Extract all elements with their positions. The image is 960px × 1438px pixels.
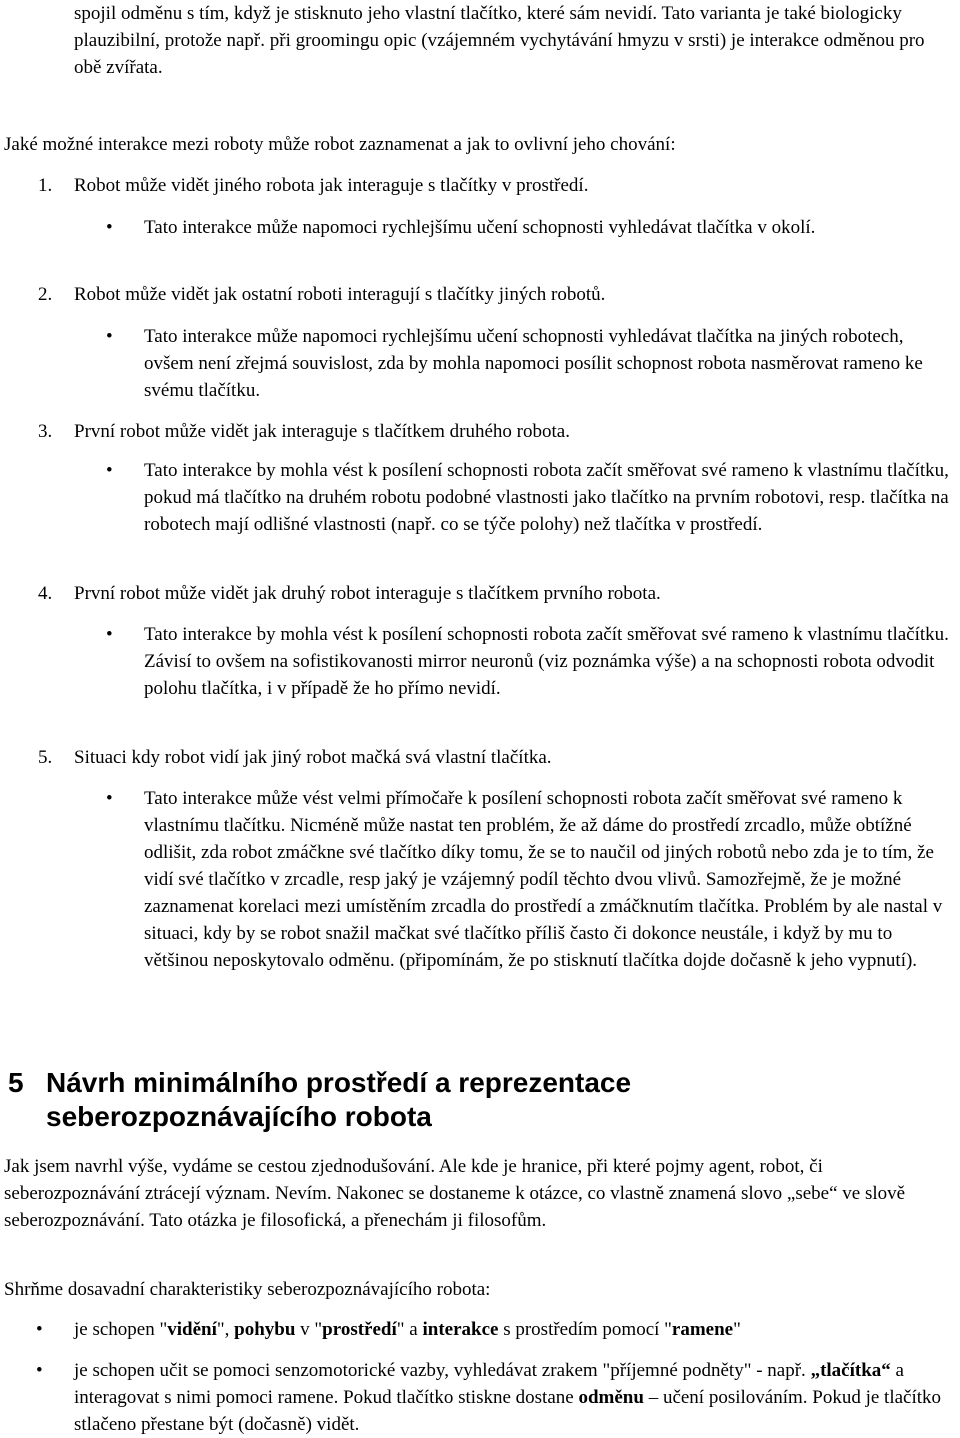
list-number: 4.	[38, 583, 53, 604]
section-title-line2: seberozpoznávajícího robota	[46, 1101, 432, 1132]
summary-bullet	[36, 1357, 950, 1438]
keyword: odměnu	[578, 1387, 644, 1408]
bullet-text: Tato interakce by mohla vést k posílení schopnosti robota začít směřovat své rameno k vlastnímu tlačítku, pokud má tlačítko na druhém robotu podobné vlastnosti jako tlačítko na prvním robotovi, resp. tlačítka na robotech mají odlišné vlastnosti (např. co se týče polohy) než tlačítka v prostředí.	[144, 460, 949, 535]
list-bullet	[106, 323, 956, 404]
bullet-icon: •	[106, 624, 113, 645]
summary-text: je schopen "	[74, 1319, 168, 1340]
list-bullet	[106, 457, 956, 538]
list-item	[38, 418, 954, 445]
section-number: 5	[8, 1067, 24, 1098]
list-item-text: Robot může vidět jiného robota jak interaguje s tlačítky v prostředí.	[74, 175, 589, 196]
summary-bullet	[36, 1316, 950, 1343]
keyword: ramene	[671, 1319, 734, 1340]
summary-text: a interagovat s nimi pomoci ramene. Pokud tlačítko stiskne dostane	[74, 1360, 904, 1408]
list-item-text: První robot může vidět jak druhý robot interaguje s tlačítkem prvního robota.	[74, 583, 661, 604]
keyword: vidění	[167, 1319, 217, 1340]
list-bullet	[106, 785, 956, 974]
bullet-icon: •	[106, 788, 113, 809]
list-item	[38, 172, 954, 199]
summary-text: v "	[295, 1319, 323, 1340]
summary-text: s prostředím pomocí "	[498, 1319, 672, 1340]
bullet-icon: •	[36, 1360, 43, 1381]
summary-text: – učení posilováním. Pokud je tlačítko stlačeno přestane být (dočasně) vidět.	[74, 1387, 942, 1435]
summary-text: ",	[216, 1319, 235, 1340]
bullet-icon: •	[106, 460, 113, 481]
list-item-text: Robot může vidět jak ostatní roboti interagují s tlačítky jiných robotů.	[74, 284, 606, 305]
body-paragraph: Shrňme dosavadní charakteristiky seberozpoznávajícího robota:	[4, 1279, 491, 1300]
list-item	[38, 580, 954, 607]
list-item-text: První robot může vidět jak interaguje s tlačítkem druhého robota.	[74, 421, 570, 442]
list-number: 1.	[38, 175, 53, 196]
bullet-icon: •	[106, 326, 113, 347]
bullet-text: Tato interakce může napomoci rychlejšímu učení schopnosti vyhledávat tlačítka na jiných robotech, ovšem není zřejmá souvislost, zda by mohla napomoci posílit schopnost robota nasměrovat rameno ke svému tlačítku.	[144, 326, 923, 401]
keyword: „tlačítka“	[810, 1360, 891, 1381]
section-title-line1: Návrh minimálního prostředí a reprezentace	[46, 1067, 632, 1098]
list-bullet	[106, 621, 956, 702]
bullet-text: Tato interakce by mohla vést k posílení schopnosti robota začít směřovat své rameno k vlastnímu tlačítku. Závisí to ovšem na sofistikovanosti mirror neuronů (viz poznámka výše) a na schopnosti robota odvodit polohu tlačítka, i v případě že ho přímo nevidí.	[144, 624, 949, 699]
list-number: 5.	[38, 747, 53, 768]
summary-text: je schopen učit se pomoci senzomotorické vazby, vyhledávat zrakem "příjemné podněty" - např.	[74, 1360, 811, 1381]
summary-text: "	[733, 1319, 741, 1340]
body-paragraph: Jak jsem navrhl výše, vydáme se cestou zjednodušování. Ale kde je hranice, při které pojmy agent, robot, či seberozpoznávání ztrácejí význam. Nevím. Nakonec se dostaneme k otázce, co vlastně znamená slovo „sebe“ ve slově seberozpoznávání. Tato otázka je filosofická, a přenechám ji filosofům.	[4, 1156, 906, 1231]
question-paragraph: Jaké možné interakce mezi roboty může robot zaznamenat a jak to ovlivní jeho chování:	[4, 134, 676, 155]
list-number: 2.	[38, 284, 53, 305]
bullet-text: Tato interakce může vést velmi přímočaře k posílení schopnosti robota začít směřovat své rameno k vlastnímu tlačítku. Nicméně může nastat ten problém, že až dáme do prostředí zrcadlo, může obtížné odlišit, zda robot zmáčkne své tlačítko díky tomu, že se to naučil od jiných robotů nebo zda je to tím, že vidí své tlačítko v zrcadle, resp jaký je vzájemný podíl těchto dvou vlivů. Samozřejmě, že je možné zaznamenat korelaci mezi umístěním zrcadla do prostředí a zmáčknutím tlačítka. Problém by ale nastal v situaci, kdy by se robot snažil mačkat své tlačítko příliš často či dokonce neustále, i když by mu to většinou neposkytovalo odměnu. (připomínám, že po stisknutí tlačítka dojde dočasně k jeho vypnutí).	[144, 788, 943, 971]
keyword: interakce	[422, 1319, 499, 1340]
list-item-text: Situaci kdy robot vidí jak jiný robot mačká svá vlastní tlačítka.	[74, 747, 552, 768]
keyword: prostředí	[322, 1319, 397, 1340]
section-heading	[8, 1066, 948, 1134]
bullet-icon: •	[36, 1319, 43, 1340]
keyword: pohybu	[234, 1319, 296, 1340]
list-item	[38, 744, 954, 771]
summary-text: " a	[396, 1319, 423, 1340]
intro-paragraph: spojil odměnu s tím, když je stisknuto jeho vlastní tlačítko, které sám nevidí. Tato varianta je také biologicky plauzibilní, protože např. při groomingu opic (vzájemném vychytávání hmyzu v srsti) je interakce odměnou pro obě zvířata.	[74, 3, 925, 78]
list-bullet	[106, 214, 956, 241]
list-number: 3.	[38, 421, 53, 442]
list-item	[38, 281, 954, 308]
bullet-icon: •	[106, 217, 113, 238]
bullet-text: Tato interakce může napomoci rychlejšímu učení schopnosti vyhledávat tlačítka v okolí.	[144, 217, 816, 238]
